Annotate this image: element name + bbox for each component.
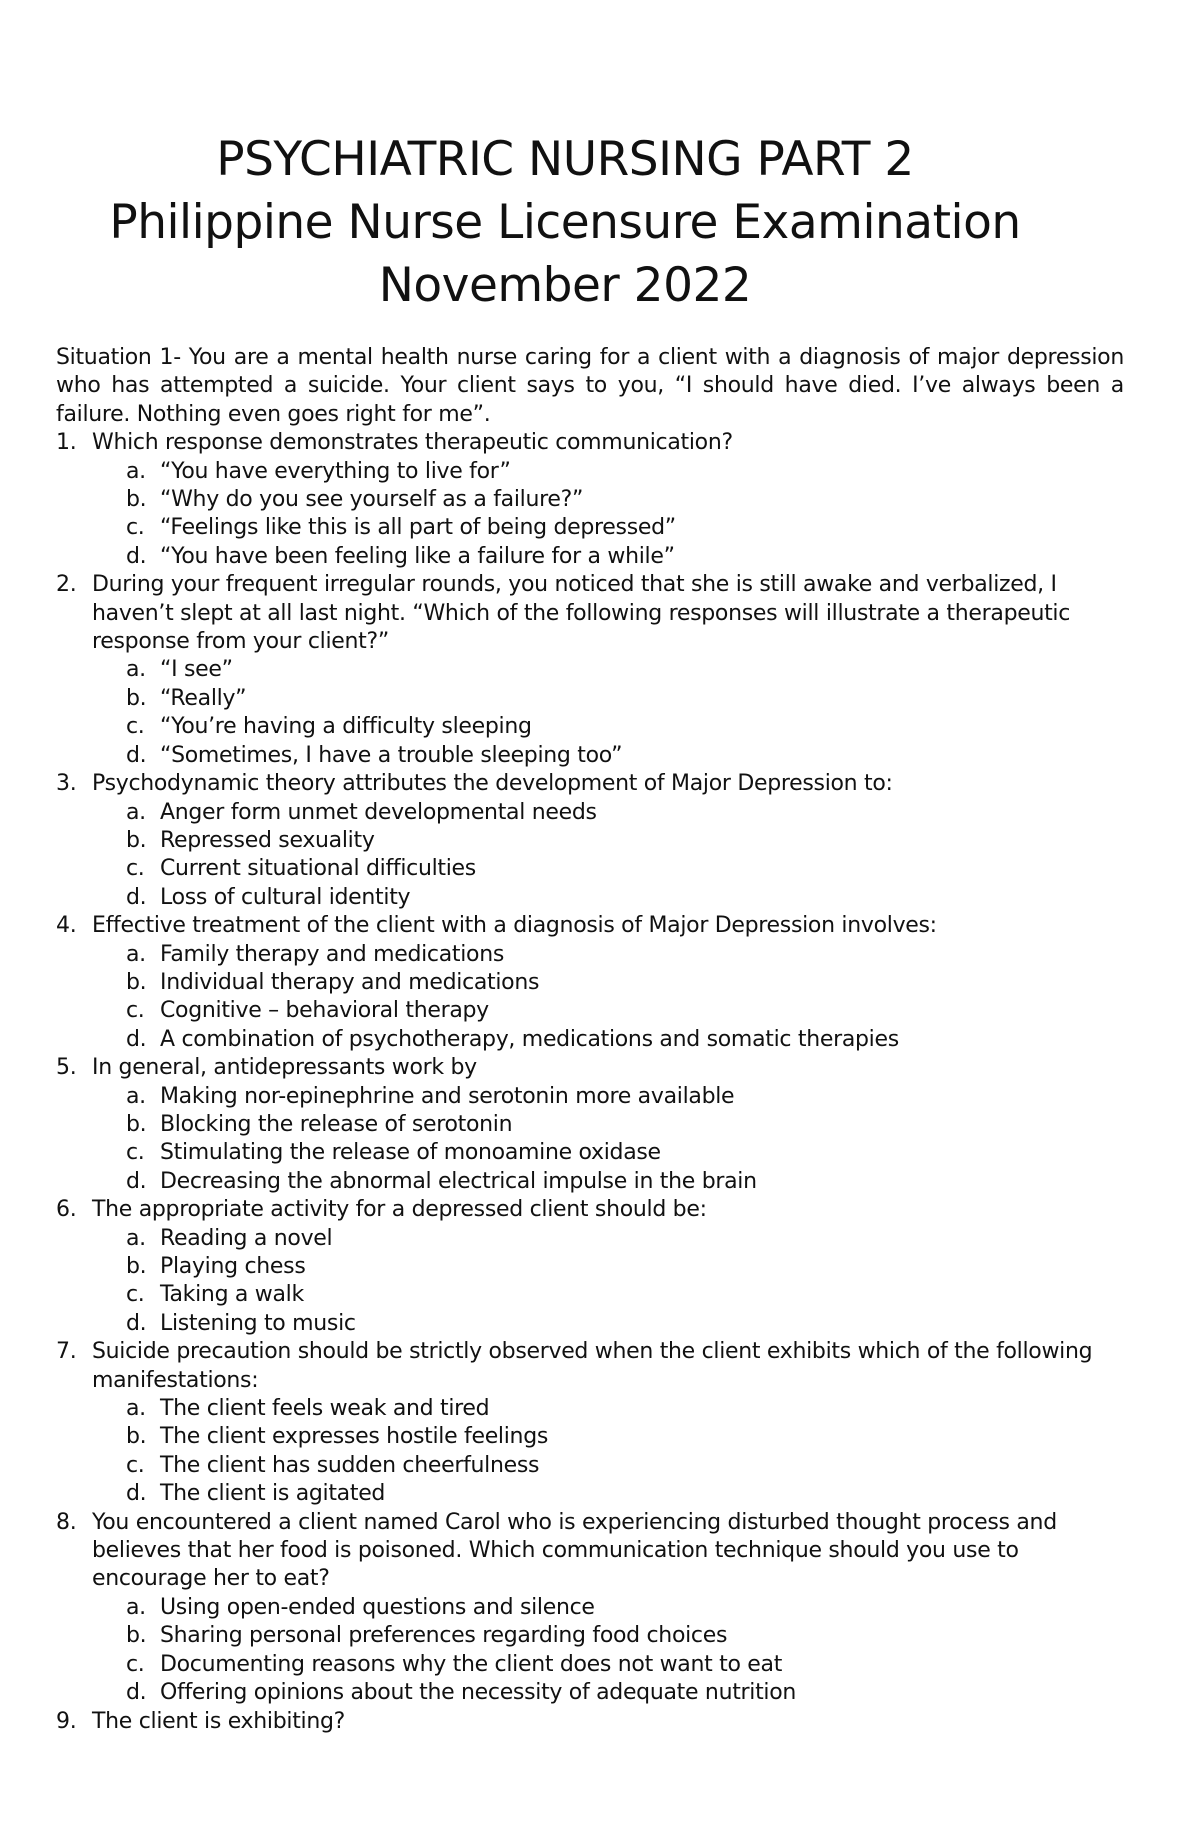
option-letter: b. — [126, 969, 147, 995]
question-number: 9. — [56, 1708, 77, 1734]
option-letter: c. — [126, 1651, 145, 1677]
option-text: “You have everything to live for” — [160, 458, 511, 484]
option-text: “You’re having a difficulty sleeping — [160, 714, 532, 740]
answer-option — [56, 1423, 1124, 1451]
option-letter: c. — [126, 515, 145, 541]
option-text: Listening to music — [160, 1310, 356, 1336]
option-letter: a. — [126, 1396, 146, 1422]
question-item — [56, 912, 1124, 940]
option-letter: d. — [126, 742, 147, 768]
option-letter: c. — [126, 856, 145, 882]
option-text: The client is agitated — [160, 1481, 386, 1507]
option-letter: a. — [126, 1083, 146, 1109]
question-item — [56, 1708, 1124, 1736]
option-letter: d. — [126, 1481, 147, 1507]
option-letter: d. — [126, 543, 147, 569]
question-text: Psychodynamic theory attributes the development of Major Depression to: — [92, 771, 893, 797]
option-letter: b. — [126, 827, 147, 853]
option-letter: c. — [126, 1452, 145, 1478]
option-text: Current situational difficulties — [160, 856, 476, 882]
option-text: “Sometimes, I have a trouble sleeping too” — [160, 742, 623, 768]
answer-option — [56, 486, 1124, 514]
option-text: Taking a walk — [160, 1282, 304, 1308]
question-number: 4. — [56, 913, 77, 939]
option-text: Stimulating the release of monoamine oxidase — [160, 1140, 661, 1166]
option-text: Family therapy and medications — [160, 941, 504, 967]
answer-option — [56, 514, 1124, 542]
option-letter: c. — [126, 714, 145, 740]
option-letter: b. — [126, 685, 147, 711]
answer-option — [56, 1651, 1124, 1679]
option-letter: d. — [126, 1168, 147, 1194]
question-number: 8. — [56, 1509, 77, 1535]
option-text: Using open-ended questions and silence — [160, 1594, 595, 1620]
option-text: Reading a novel — [160, 1225, 333, 1251]
answer-option — [56, 458, 1124, 486]
answer-option — [56, 543, 1124, 571]
question-number: 6. — [56, 1197, 77, 1223]
answer-option — [56, 969, 1124, 997]
question-list — [56, 429, 1124, 1736]
option-letter: b. — [126, 1111, 147, 1137]
answer-option — [56, 1452, 1124, 1480]
answer-option — [56, 1168, 1124, 1196]
answer-option — [56, 1083, 1124, 1111]
option-text: The client has sudden cheerfulness — [160, 1452, 540, 1478]
answer-option — [56, 1480, 1124, 1508]
answer-option — [56, 742, 1124, 770]
question-item — [56, 1054, 1124, 1082]
document-title — [0, 128, 1130, 317]
question-text: Which response demonstrates therapeutic communication? — [92, 430, 733, 456]
option-text: Cognitive – behavioral therapy — [160, 998, 489, 1024]
option-letter: d. — [126, 1026, 147, 1052]
option-text: The client expresses hostile feelings — [160, 1424, 549, 1450]
option-letter: a. — [126, 1594, 146, 1620]
option-text: “You have been feeling like a failure for a while” — [160, 543, 675, 569]
option-text: “I see” — [160, 657, 233, 683]
answer-option — [56, 884, 1124, 912]
option-letter: b. — [126, 487, 147, 513]
option-letter: b. — [126, 1424, 147, 1450]
option-letter: c. — [126, 1282, 145, 1308]
option-text: “Really” — [160, 685, 247, 711]
question-number: 5. — [56, 1055, 77, 1081]
answer-option — [56, 685, 1124, 713]
option-text: “Feelings like this is all part of being depressed” — [160, 515, 676, 541]
question-number: 1. — [56, 430, 77, 456]
title-line-1: PSYCHIATRIC NURSING PART 2 — [216, 132, 914, 187]
option-text: Repressed sexuality — [160, 827, 375, 853]
answer-option — [56, 1622, 1124, 1650]
question-item — [56, 1338, 1124, 1395]
question-text: In general, antidepressants work by — [92, 1055, 477, 1081]
answer-option — [56, 1026, 1124, 1054]
question-item — [56, 1509, 1124, 1594]
exam-content — [56, 344, 1124, 1736]
option-letter: d. — [126, 884, 147, 910]
answer-option — [56, 1395, 1124, 1423]
option-text: Blocking the release of serotonin — [160, 1111, 513, 1137]
option-text: Loss of cultural identity — [160, 884, 411, 910]
title-line-3: November 2022 — [378, 258, 752, 313]
answer-option — [56, 1310, 1124, 1338]
question-item — [56, 429, 1124, 457]
option-letter: c. — [126, 1140, 145, 1166]
title-line-2: Philippine Nurse Licensure Examination — [109, 195, 1021, 250]
answer-option — [56, 1111, 1124, 1139]
question-item — [56, 1196, 1124, 1224]
option-text: Anger form unmet developmental needs — [160, 799, 597, 825]
question-text: During your frequent irregular rounds, you noticed that she is still awake and verbalized, I haven’t slept at all last night. “Which of the following responses will illustrate a therapeutic response from your client?” — [92, 572, 1071, 655]
option-letter: a. — [126, 657, 146, 683]
option-text: Offering opinions about the necessity of adequate nutrition — [160, 1680, 797, 1706]
answer-option — [56, 799, 1124, 827]
option-text: Individual therapy and medications — [160, 969, 540, 995]
question-item — [56, 571, 1124, 656]
option-letter: d. — [126, 1310, 147, 1336]
question-number: 7. — [56, 1339, 77, 1365]
option-text: A combination of psychotherapy, medications and somatic therapies — [160, 1026, 899, 1052]
question-number: 3. — [56, 771, 77, 797]
answer-option — [56, 1281, 1124, 1309]
answer-option — [56, 713, 1124, 741]
option-letter: a. — [126, 458, 146, 484]
answer-option — [56, 827, 1124, 855]
answer-option — [56, 1679, 1124, 1707]
answer-option — [56, 656, 1124, 684]
option-text: The client feels weak and tired — [160, 1396, 490, 1422]
answer-option — [56, 1225, 1124, 1253]
answer-option — [56, 997, 1124, 1025]
question-text: The client is exhibiting? — [92, 1708, 346, 1734]
question-text: Suicide precaution should be strictly observed when the client exhibits which of the following manifestations: — [92, 1339, 1093, 1393]
option-text: Sharing personal preferences regarding food choices — [160, 1623, 728, 1649]
question-text: Effective treatment of the client with a diagnosis of Major Depression involves: — [92, 913, 937, 939]
option-letter: b. — [126, 1254, 147, 1279]
answer-option — [56, 941, 1124, 969]
option-letter: d. — [126, 1680, 147, 1706]
option-letter: a. — [126, 941, 146, 967]
option-letter: a. — [126, 1225, 146, 1251]
option-letter: c. — [126, 998, 145, 1024]
option-text: Decreasing the abnormal electrical impulse in the brain — [160, 1168, 757, 1194]
question-text: The appropriate activity for a depressed client should be: — [92, 1197, 707, 1223]
answer-option — [56, 855, 1124, 883]
answer-option — [56, 1594, 1124, 1622]
option-text: “Why do you see yourself as a failure?” — [160, 487, 584, 513]
question-number: 2. — [56, 572, 77, 598]
option-letter: b. — [126, 1623, 147, 1649]
question-text: You encountered a client named Carol who is experiencing disturbed thought process and believes that her food is poisoned. Which communication technique should you use to encourage her to eat? — [92, 1509, 1057, 1592]
option-letter: a. — [126, 799, 146, 825]
answer-option — [56, 1139, 1124, 1167]
situation-paragraph: Situation 1- You are a mental health nurse caring for a client with a diagnosis of major depression who has attempted a suicide. Your client says to you, “I should have died. I’ve always been a failure. Nothing even goes right for me”. — [56, 345, 1124, 427]
option-text: Playing chess — [160, 1254, 306, 1279]
question-item — [56, 770, 1124, 798]
answer-option — [56, 1253, 1124, 1281]
option-text: Making nor-epinephrine and serotonin more available — [160, 1083, 735, 1109]
option-text: Documenting reasons why the client does not want to eat — [160, 1651, 783, 1677]
